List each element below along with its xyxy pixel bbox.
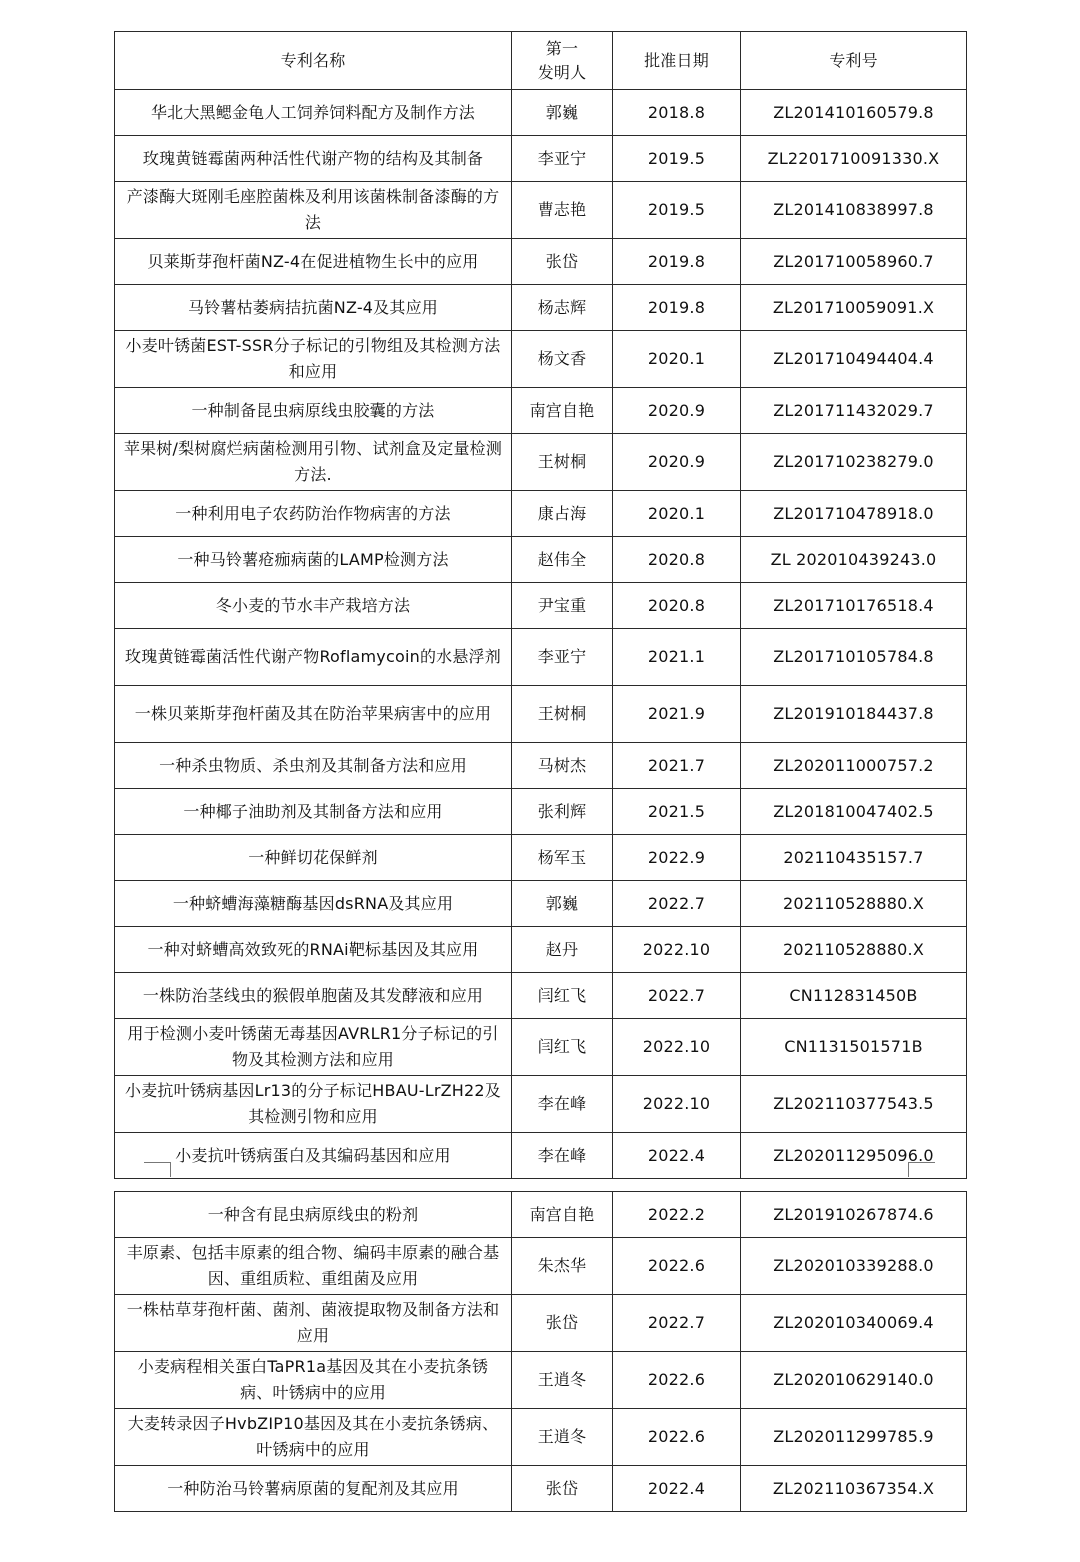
first-inventor-cell: 张利辉 [512,789,613,835]
first-inventor-cell: 王逍冬 [512,1352,613,1409]
first-inventor-cell: 张岱 [512,239,613,285]
patent-number-cell: ZL202011000757.2 [741,743,967,789]
table-row [115,743,967,789]
first-inventor-cell: 闫红飞 [512,973,613,1019]
patent-name-cell: 一种蛴螬海藻糖酶基因dsRNA及其应用 [115,881,512,927]
table-row [115,927,967,973]
first-inventor-cell: 杨军玉 [512,835,613,881]
approval-date-cell: 2021.1 [613,629,741,686]
patent-number-cell: CN1131501571B [741,1019,967,1076]
first-inventor-cell: 南宫自艳 [512,388,613,434]
patent-name-cell: 用于检测小麦叶锈菌无毒基因AVRLR1分子标记的引物及其检测方法和应用 [115,1019,512,1076]
patent-number-cell: 202110528880.X [741,881,967,927]
header-patent-number: 专利号 [741,32,967,90]
approval-date-cell: 2022.10 [613,927,741,973]
table-row [115,583,967,629]
patent-number-cell: ZL202011295096.0 [741,1133,967,1179]
approval-date-cell: 2022.6 [613,1409,741,1466]
patent-number-cell: 202110528880.X [741,927,967,973]
patent-name-cell: 玫瑰黄链霉菌两种活性代谢产物的结构及其制备 [115,136,512,182]
table-row [115,835,967,881]
approval-date-cell: 2022.10 [613,1019,741,1076]
patent-name-cell: 一种含有昆虫病原线虫的粉剂 [115,1192,512,1238]
header-first-inventor [512,32,613,90]
first-inventor-cell: 杨文香 [512,331,613,388]
patent-name-cell: 马铃薯枯萎病拮抗菌NZ-4及其应用 [115,285,512,331]
first-inventor-cell: 李亚宁 [512,136,613,182]
patent-number-cell: ZL201710176518.4 [741,583,967,629]
approval-date-cell: 2022.9 [613,835,741,881]
header-row [115,32,967,90]
patent-name-cell: 一种利用电子农药防治作物病害的方法 [115,491,512,537]
patent-name-cell: 小麦病程相关蛋白TaPR1a基因及其在小麦抗条锈病、叶锈病中的应用 [115,1352,512,1409]
table-row [115,537,967,583]
table-row [115,789,967,835]
patent-name-cell: 一种马铃薯疮痂病菌的LAMP检测方法 [115,537,512,583]
approval-date-cell: 2020.1 [613,331,741,388]
approval-date-cell: 2022.7 [613,881,741,927]
table-row [115,285,967,331]
patent-number-cell: ZL201710058960.7 [741,239,967,285]
approval-date-cell: 2022.4 [613,1133,741,1179]
patent-number-cell: ZL202110367354.X [741,1466,967,1512]
patent-name-cell: 一株防治茎线虫的猴假单胞菌及其发酵液和应用 [115,973,512,1019]
approval-date-cell: 2022.10 [613,1076,741,1133]
first-inventor-cell: 赵伟全 [512,537,613,583]
table-row [115,388,967,434]
patent-name-cell: 丰原素、包括丰原素的组合物、编码丰原素的融合基因、重组质粒、重组菌及应用 [115,1238,512,1295]
header-patent-name: 专利名称 [115,32,512,90]
header-first-inventor-text: 第一 发明人 [537,38,587,82]
first-inventor-cell: 李亚宁 [512,629,613,686]
approval-date-cell: 2018.8 [613,90,741,136]
patent-number-cell: ZL201410160579.8 [741,90,967,136]
first-inventor-cell: 曹志艳 [512,182,613,239]
approval-date-cell: 2021.7 [613,743,741,789]
header-approval-date: 批准日期 [613,32,741,90]
first-inventor-cell: 康占海 [512,491,613,537]
table-row [115,1466,967,1512]
table-row [115,1238,967,1295]
approval-date-cell: 2020.9 [613,434,741,491]
first-inventor-cell: 王逍冬 [512,1409,613,1466]
table-row [115,1192,967,1238]
table-row [115,973,967,1019]
page-corner-mark-left [144,1162,171,1177]
patent-number-cell: ZL202010339288.0 [741,1238,967,1295]
table-row [115,1133,967,1179]
table-row [115,239,967,285]
patent-table [114,31,967,1179]
table-row [115,90,967,136]
patent-name-cell: 大麦转录因子HvbZIP10基因及其在小麦抗条锈病、叶锈病中的应用 [115,1409,512,1466]
table-row [115,1295,967,1352]
patent-name-cell: 苹果树/梨树腐烂病菌检测用引物、试剂盒及定量检测方法. [115,434,512,491]
patent-number-cell: ZL201710478918.0 [741,491,967,537]
patent-name-cell: 小麦抗叶锈病蛋白及其编码基因和应用 [115,1133,512,1179]
patent-name-cell: 冬小麦的节水丰产栽培方法 [115,583,512,629]
patent-number-cell: ZL201710494404.4 [741,331,967,388]
first-inventor-cell: 马树杰 [512,743,613,789]
patent-name-cell: 华北大黑鳃金龟人工饲养饲料配方及制作方法 [115,90,512,136]
approval-date-cell: 2020.9 [613,388,741,434]
approval-date-cell: 2019.8 [613,285,741,331]
first-inventor-cell: 朱杰华 [512,1238,613,1295]
patent-number-cell: ZL201710105784.8 [741,629,967,686]
table-row [115,1409,967,1466]
approval-date-cell: 2020.1 [613,491,741,537]
approval-date-cell: 2022.6 [613,1238,741,1295]
approval-date-cell: 2019.5 [613,182,741,239]
first-inventor-cell: 郭巍 [512,90,613,136]
patent-number-cell: ZL201910184437.8 [741,686,967,743]
patent-name-cell: 玫瑰黄链霉菌活性代谢产物Roflamycoin的水悬浮剂 [115,629,512,686]
patent-table-continued [114,1191,967,1512]
patent-number-cell: ZL2201710091330.X [741,136,967,182]
table-row [115,491,967,537]
first-inventor-cell: 郭巍 [512,881,613,927]
first-inventor-cell: 南宫自艳 [512,1192,613,1238]
patent-number-cell: ZL 202010439243.0 [741,537,967,583]
first-inventor-cell: 尹宝重 [512,583,613,629]
table-row [115,1019,967,1076]
approval-date-cell: 2022.6 [613,1352,741,1409]
patent-number-cell: ZL202010340069.4 [741,1295,967,1352]
table-row [115,629,967,686]
patent-number-cell: ZL201910267874.6 [741,1192,967,1238]
approval-date-cell: 2022.7 [613,973,741,1019]
patent-number-cell: CN112831450B [741,973,967,1019]
patent-name-cell: 小麦叶锈菌EST-SSR分子标记的引物组及其检测方法和应用 [115,331,512,388]
patent-name-cell: 贝莱斯芽孢杆菌NZ-4在促进植物生长中的应用 [115,239,512,285]
approval-date-cell: 2019.8 [613,239,741,285]
patent-name-cell: 一种椰子油助剂及其制备方法和应用 [115,789,512,835]
approval-date-cell: 2019.5 [613,136,741,182]
first-inventor-cell: 张岱 [512,1466,613,1512]
table-row [115,434,967,491]
patent-number-cell: ZL201710059091.X [741,285,967,331]
patent-number-cell: ZL202011299785.9 [741,1409,967,1466]
first-inventor-cell: 闫红飞 [512,1019,613,1076]
patent-name-cell: 小麦抗叶锈病基因Lr13的分子标记HBAU-LrZH22及其检测引物和应用 [115,1076,512,1133]
table-row [115,686,967,743]
patent-name-cell: 一种防治马铃薯病原菌的复配剂及其应用 [115,1466,512,1512]
first-inventor-cell: 李在峰 [512,1076,613,1133]
first-inventor-cell: 王树桐 [512,686,613,743]
patent-name-cell: 一种制备昆虫病原线虫胶囊的方法 [115,388,512,434]
table-row [115,881,967,927]
table-row [115,1352,967,1409]
patent-name-cell: 一种鲜切花保鲜剂 [115,835,512,881]
first-inventor-cell: 王树桐 [512,434,613,491]
patent-name-cell: 一株枯草芽孢杆菌、菌剂、菌液提取物及制备方法和应用 [115,1295,512,1352]
first-inventor-cell: 杨志辉 [512,285,613,331]
patent-name-cell: 一种对蛴螬高效致死的RNAi靶标基因及其应用 [115,927,512,973]
page-corner-mark-right [908,1162,935,1177]
approval-date-cell: 2022.7 [613,1295,741,1352]
first-inventor-cell: 赵丹 [512,927,613,973]
first-inventor-cell: 李在峰 [512,1133,613,1179]
patent-number-cell: ZL201410838997.8 [741,182,967,239]
patent-name-cell: 产漆酶大斑刚毛座腔菌株及利用该菌株制备漆酶的方法 [115,182,512,239]
table-row [115,182,967,239]
approval-date-cell: 2021.5 [613,789,741,835]
approval-date-cell: 2021.9 [613,686,741,743]
patent-number-cell: ZL201810047402.5 [741,789,967,835]
approval-date-cell: 2022.2 [613,1192,741,1238]
patent-number-cell: ZL201710238279.0 [741,434,967,491]
approval-date-cell: 2022.4 [613,1466,741,1512]
table-row [115,331,967,388]
patent-number-cell: ZL201711432029.7 [741,388,967,434]
patent-number-cell: ZL202110377543.5 [741,1076,967,1133]
first-inventor-cell: 张岱 [512,1295,613,1352]
patent-name-cell: 一株贝莱斯芽孢杆菌及其在防治苹果病害中的应用 [115,686,512,743]
approval-date-cell: 2020.8 [613,583,741,629]
patent-name-cell: 一种杀虫物质、杀虫剂及其制备方法和应用 [115,743,512,789]
patent-number-cell: 202110435157.7 [741,835,967,881]
table-row [115,136,967,182]
table-row [115,1076,967,1133]
approval-date-cell: 2020.8 [613,537,741,583]
patent-number-cell: ZL202010629140.0 [741,1352,967,1409]
